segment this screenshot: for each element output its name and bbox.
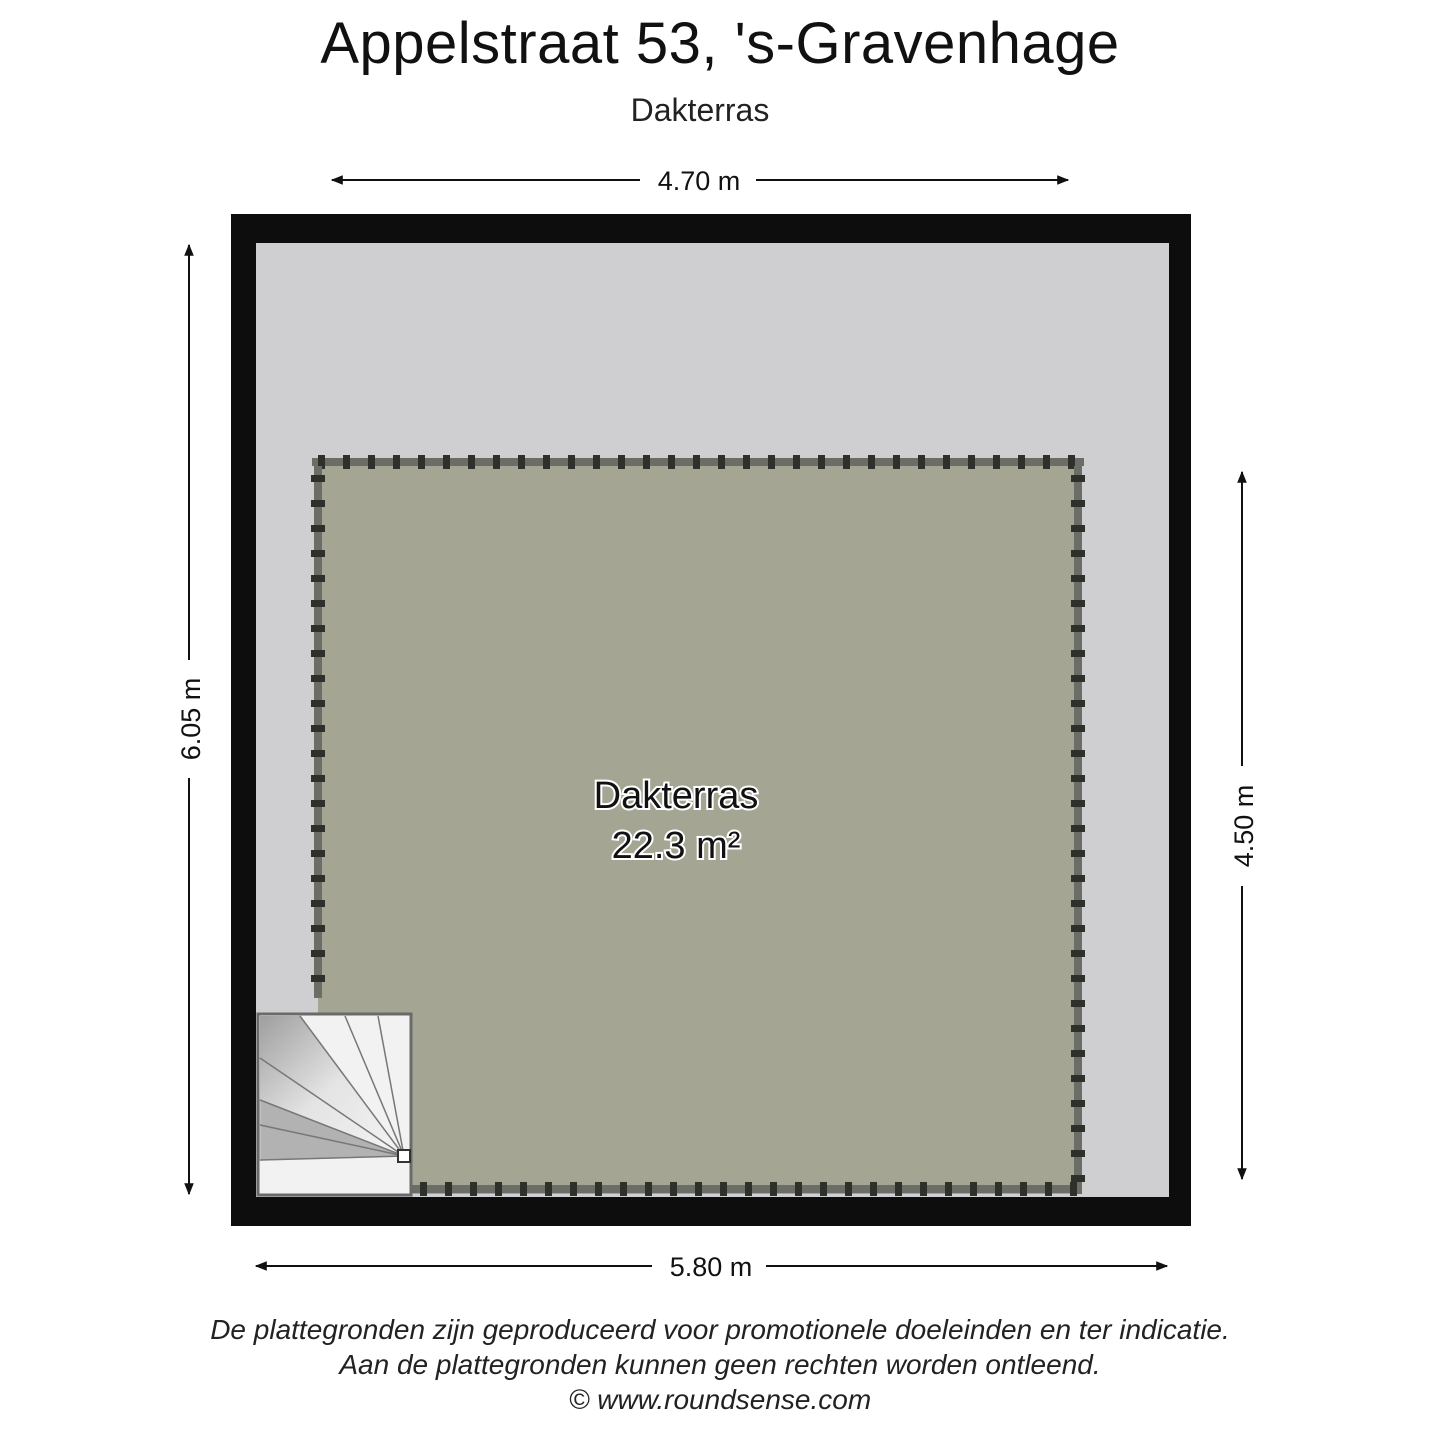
dimension-top-label: 4.70 m [657,166,741,196]
dimension-bottom [256,1252,1167,1282]
disclaimer-line-1: De plattegronden zijn geproduceerd voor promotionele doeleinden en ter indicatie. [210,1314,1230,1345]
floor-label: Dakterras [630,92,770,128]
dimension-left-label: 6.05 m [176,677,206,761]
room-name: Dakterras [593,775,759,817]
room-area: 22.3 m² [611,825,741,867]
dimension-top [332,166,1068,196]
dimension-right [1229,472,1259,1179]
copyright: © www.roundsense.com [568,1384,872,1415]
disclaimer [0,1312,1440,1417]
disclaimer-line-2: Aan de plattegronden kunnen geen rechten worden ontleend. [339,1349,1101,1380]
stairwell [258,1014,411,1195]
dimension-left [176,245,206,1194]
dimension-bottom-label: 5.80 m [669,1252,753,1282]
plan-title: Appelstraat 53, 's-Gravenhage [320,11,1120,76]
dimension-right-label: 4.50 m [1229,784,1259,868]
